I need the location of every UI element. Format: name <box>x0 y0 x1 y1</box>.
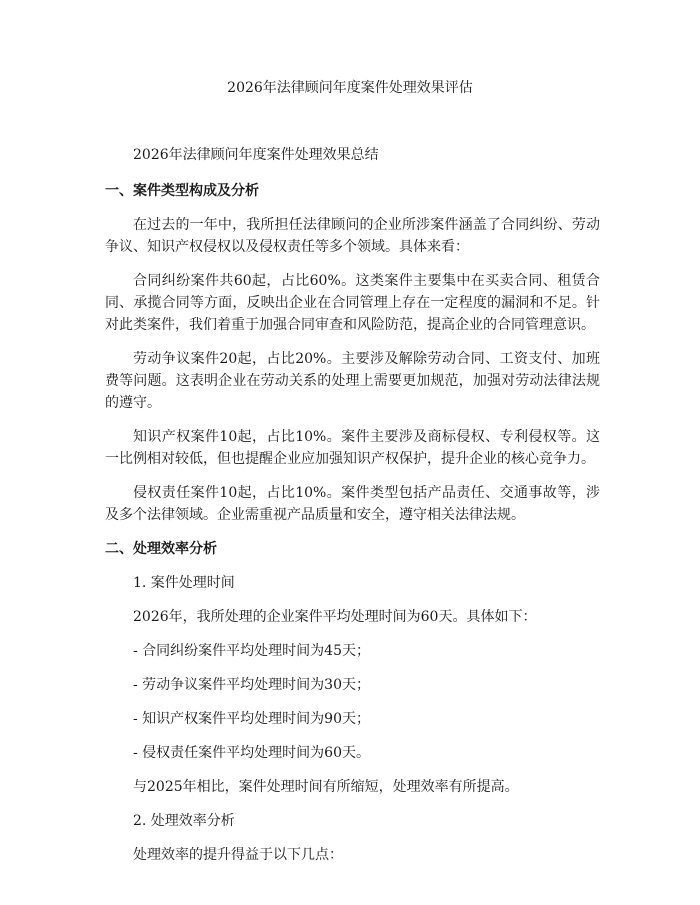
list-item: - 劳动争议案件平均处理时间为30天； <box>133 677 370 693</box>
section2-efficiency-intro: 处理效率的提升得益于以下几点： <box>133 847 343 863</box>
section2-heading: 二、处理效率分析 <box>105 541 217 557</box>
document-body <box>105 144 600 878</box>
section1-paragraph-tort: 侵权责任案件10起，占比10%。案件类型包括产品责任、交通事故等，涉及多个法律领域。企业需重视产品质量和安全，遵守相关法律法规。 <box>105 485 600 523</box>
list-item: - 知识产权案件平均处理时间为90天； <box>133 711 370 727</box>
list-item: - 侵权责任案件平均处理时间为60天。 <box>133 745 370 761</box>
section1-paragraph-ip: 知识产权案件10起，占比10%。案件主要涉及商标侵权、专利侵权等。这一比例相对较低，但也提醒企业应加强知识产权保护，提升企业的核心竞争力。 <box>105 429 600 467</box>
section2-subheading-efficiency: 2. 处理效率分析 <box>133 813 235 829</box>
section2-comparison: 与2025年相比，案件处理时间有所缩短，处理效率有所提高。 <box>133 779 519 795</box>
section1-paragraph-contract: 合同纠纷案件共60起，占比60%。这类案件主要集中在买卖合同、租赁合同、承揽合同等方面，反映出企业在合同管理上存在一定程度的漏洞和不足。针对此类案件，我们着重于加强合同审查和风险防范，提高企业的合同管理意识。 <box>105 273 600 333</box>
document-title: 2026年法律顾问年度案件处理效果评估 <box>227 80 473 96</box>
section2-subheading-time: 1. 案件处理时间 <box>133 575 235 591</box>
section1-intro: 在过去的一年中，我所担任法律顾问的企业所涉案件涵盖了合同纠纷、劳动争议、知识产权侵权以及侵权责任等多个领域。具体来看： <box>105 217 600 255</box>
section1-paragraph-labor: 劳动争议案件20起，占比20%。主要涉及解除劳动合同、工资支付、加班费等问题。这表明企业在劳动关系的处理上需要更加规范，加强对劳动法律法规的遵守。 <box>105 351 600 411</box>
section1-heading: 一、案件类型构成及分析 <box>105 183 259 199</box>
document-subtitle: 2026年法律顾问年度案件处理效果总结 <box>133 147 379 163</box>
list-item: - 合同纠纷案件平均处理时间为45天； <box>133 643 370 659</box>
section2-time-intro: 2026年，我所处理的企业案件平均处理时间为60天。具体如下： <box>133 609 537 625</box>
